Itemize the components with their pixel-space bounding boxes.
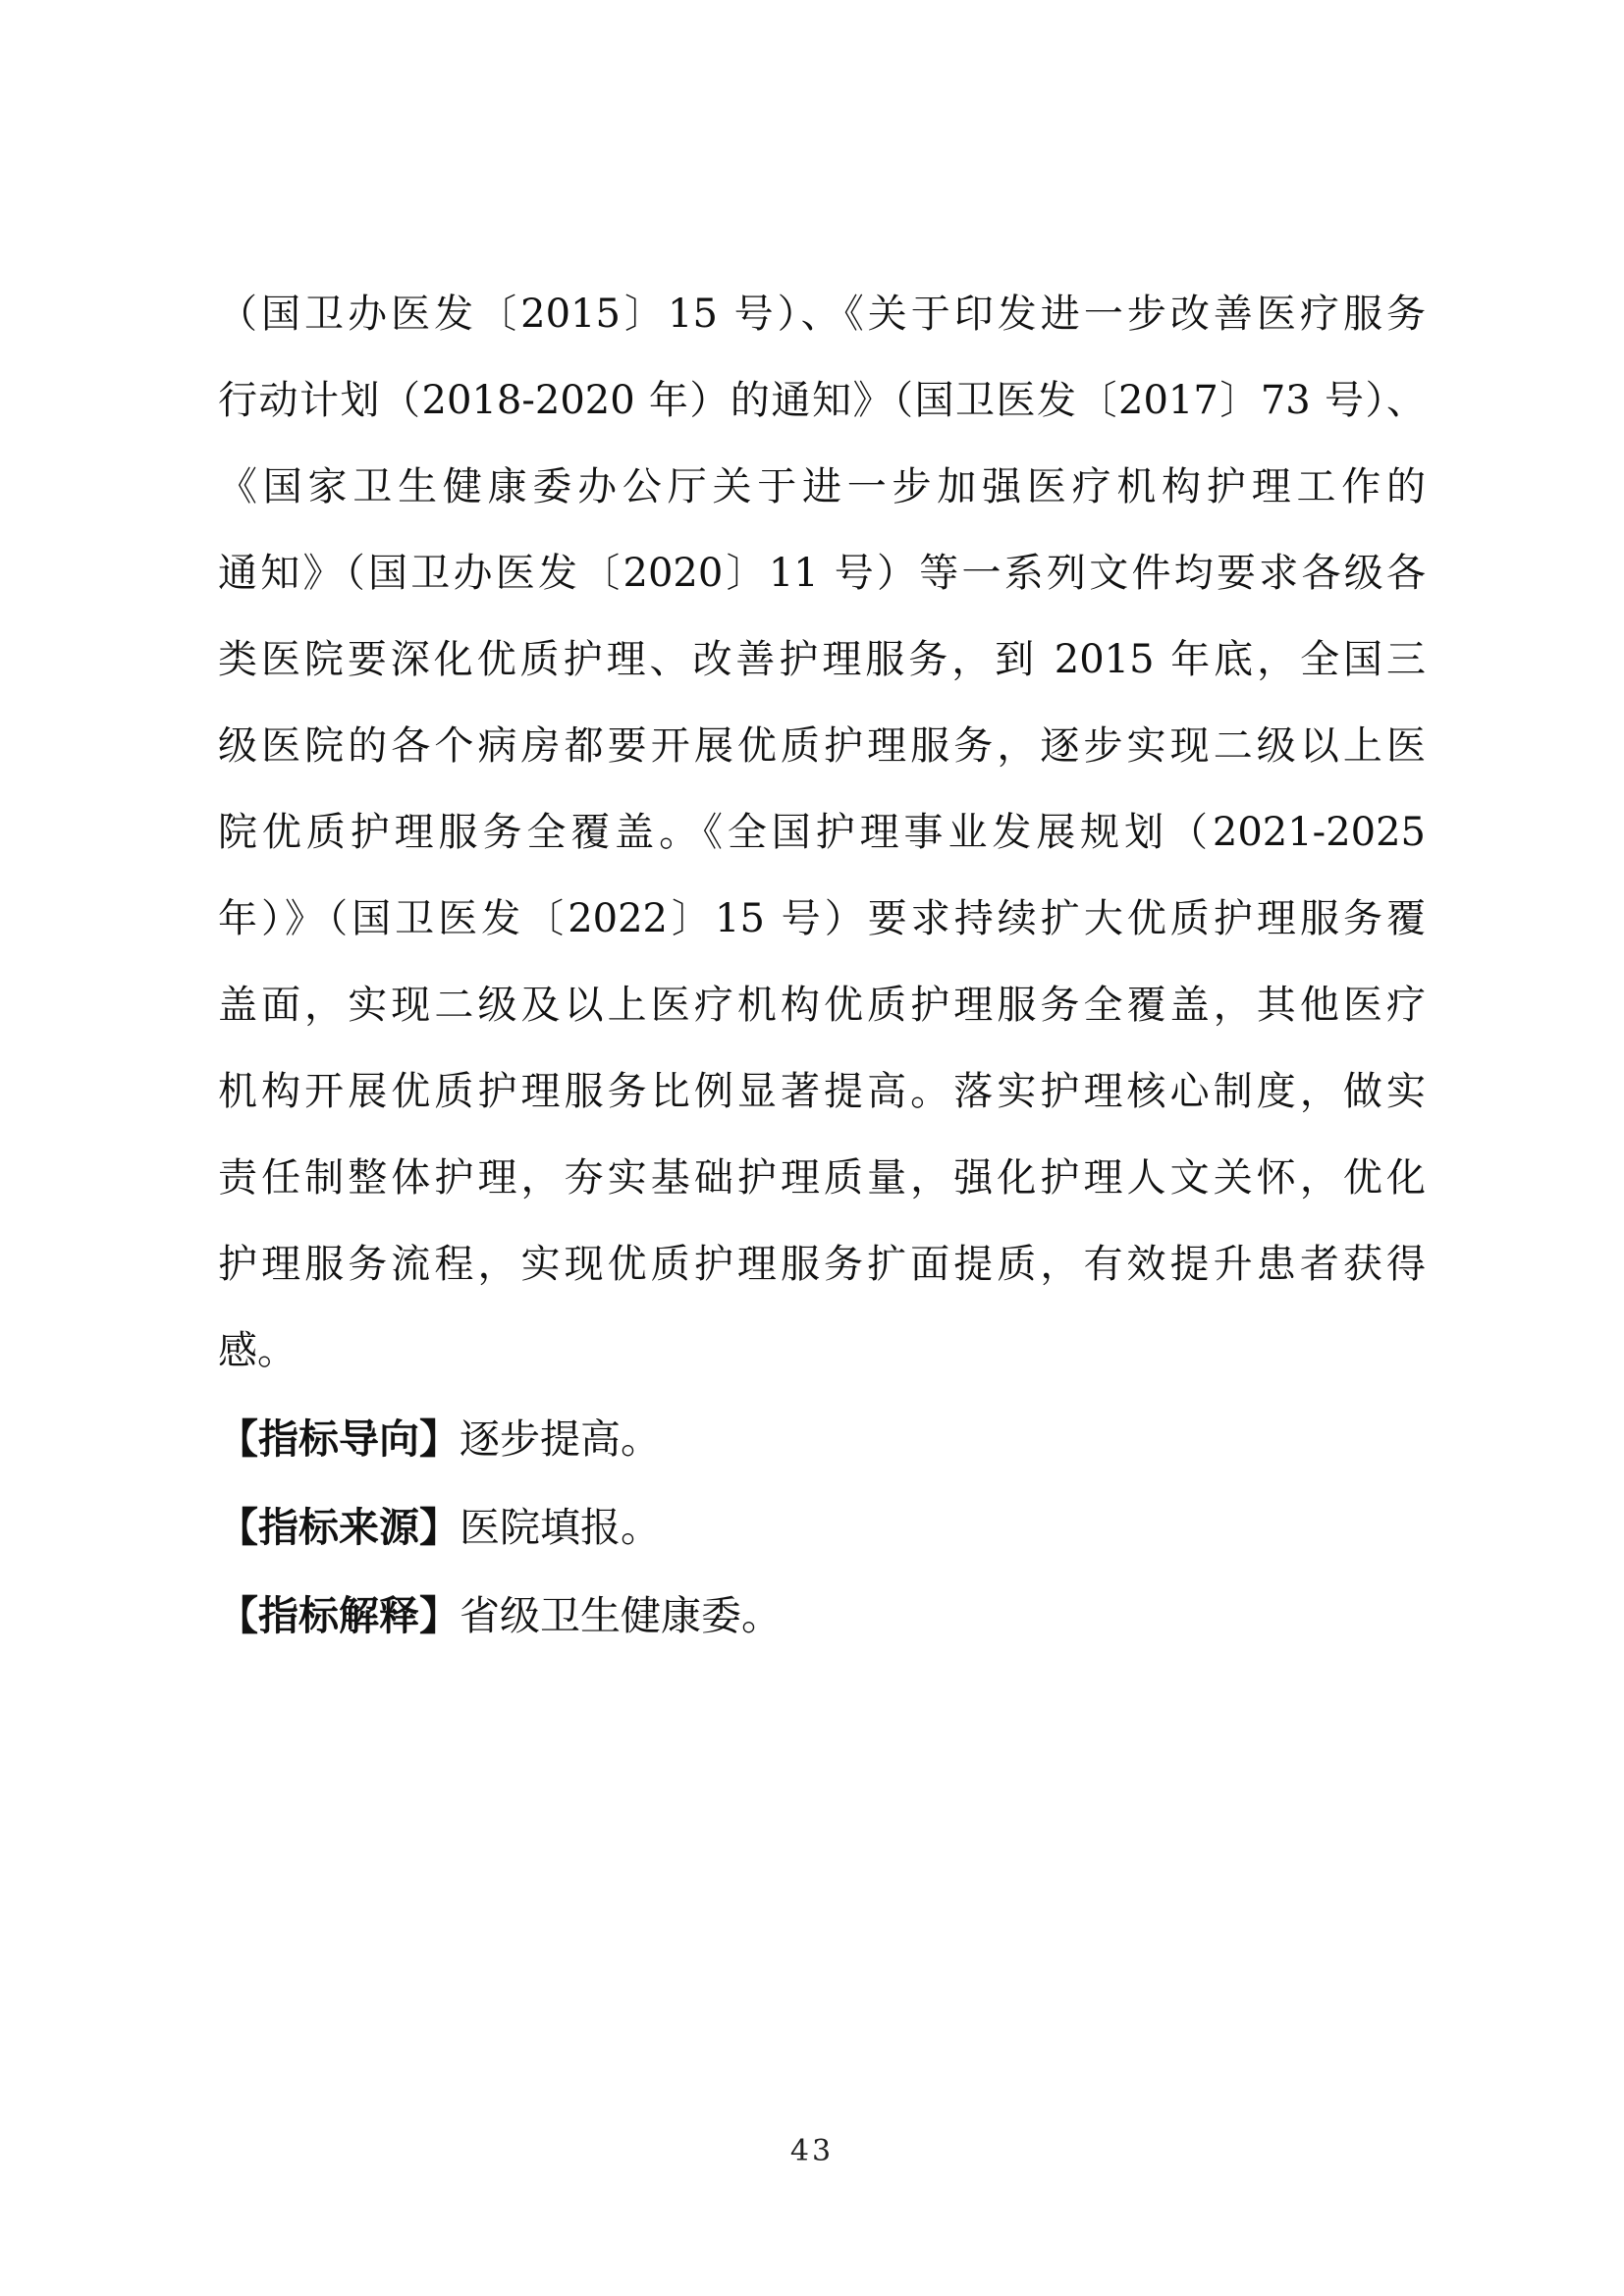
paragraph-line: 通知》（国卫办医发〔2020〕11 号）等一系列文件均要求各级各	[218, 551, 1426, 596]
paragraph-line: 年）》（国卫医发〔2022〕15 号）要求持续扩大优质护理服务覆	[218, 896, 1426, 941]
body-paragraph	[218, 279, 1426, 1667]
paragraph-line: 类医院要深化优质护理、改善护理服务，到 2015 年底，全国三	[218, 637, 1426, 682]
indicator-direction-label: 【指标导向】	[218, 1415, 460, 1463]
indicator-interpretation	[218, 1578, 1426, 1667]
paragraph-line: 护理服务流程，实现优质护理服务扩面提质，有效提升患者获得	[218, 1242, 1426, 1287]
paragraph-line: 行动计划（2018-2020 年）的通知》（国卫医发〔2017〕73 号）、	[218, 378, 1426, 423]
paragraph-line: （国卫办医发〔2015〕15 号）、《关于印发进一步改善医疗服务	[218, 292, 1426, 337]
indicator-interpretation-label: 【指标解释】	[218, 1592, 460, 1639]
indicator-direction	[218, 1402, 1426, 1490]
indicator-source-value: 医院填报。	[460, 1504, 661, 1551]
paragraph-line: 盖面，实现二级及以上医疗机构优质护理服务全覆盖，其他医疗	[218, 983, 1426, 1028]
indicator-direction-value: 逐步提高。	[460, 1415, 661, 1463]
paragraph-line: 责任制整体护理，夯实基础护理质量，强化护理人文关怀，优化	[218, 1155, 1426, 1201]
page-number: 43	[789, 2134, 835, 2168]
indicator-source-label: 【指标来源】	[218, 1504, 460, 1551]
paragraph-line: 级医院的各个病房都要开展优质护理服务，逐步实现二级以上医	[218, 723, 1426, 769]
paragraph-line: 感。	[218, 1328, 297, 1373]
indicator-interpretation-value: 省级卫生健康委。	[460, 1592, 782, 1639]
paragraph-line: 机构开展优质护理服务比例显著提高。落实护理核心制度，做实	[218, 1069, 1426, 1114]
indicator-source	[218, 1490, 1426, 1578]
paragraph-line: 《国家卫生健康委办公厅关于进一步加强医疗机构护理工作的	[218, 464, 1426, 509]
paragraph-line: 院优质护理服务全覆盖。《全国护理事业发展规划（2021-2025	[218, 810, 1426, 855]
